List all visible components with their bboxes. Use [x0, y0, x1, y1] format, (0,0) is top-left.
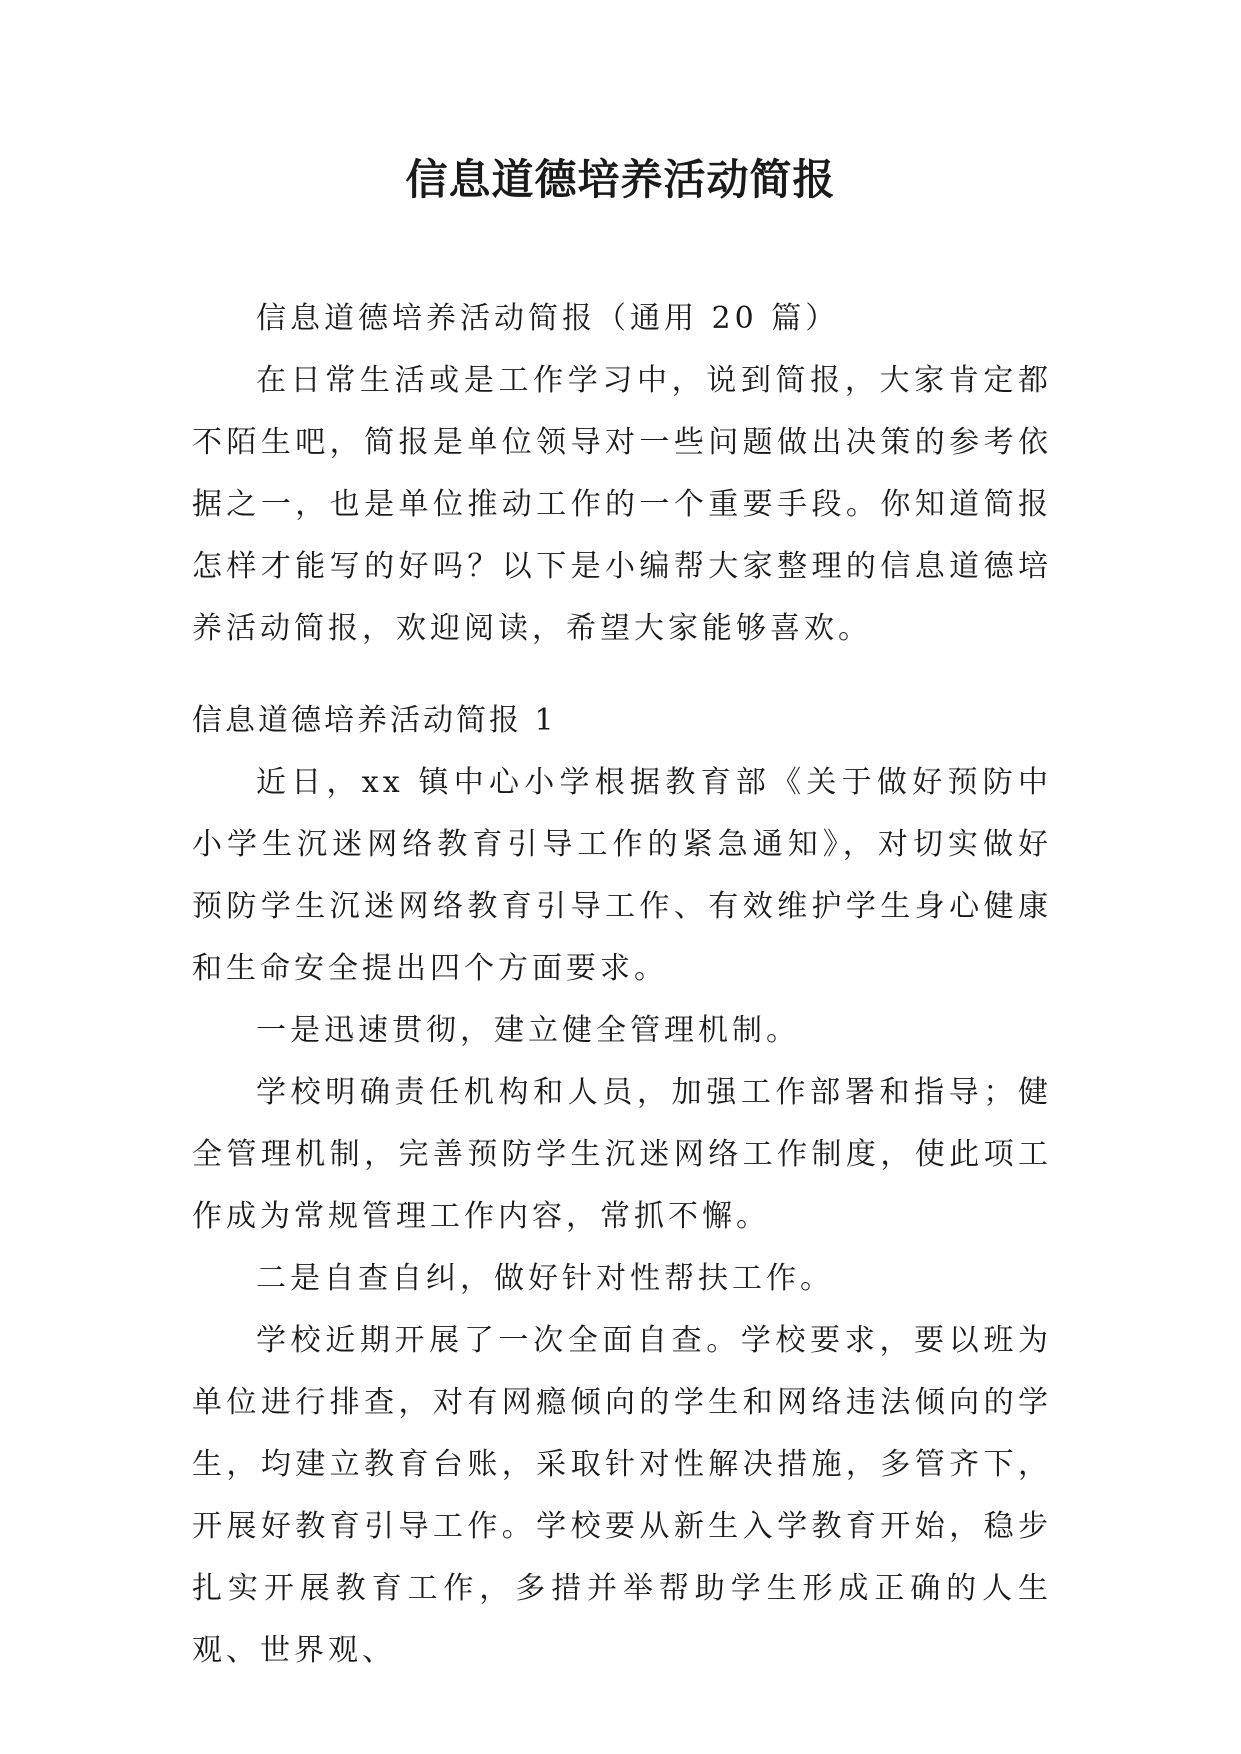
paragraph-2: 一是迅速贯彻，建立健全管理机制。: [256, 1013, 800, 1048]
paragraph-1: 近日，xx 镇中心小学根据教育部《关于做好预防中小学生沉迷网络教育引导工作的紧急通知》，对切实做好预防学生沉迷网络教育引导工作、有效维护学生身心健康和生命安全提出四个方面要求。: [192, 765, 1052, 986]
paragraph-3: 学校明确责任机构和人员，加强工作部署和指导；健全管理机制，完善预防学生沉迷网络工作制度，使此项工作成为常规管理工作内容，常抓不懈。: [192, 1075, 1052, 1234]
paragraph-5: 学校近期开展了一次全面自查。学校要求，要以班为单位进行排查，对有网瘾倾向的学生和网络违法倾向的学生，均建立教育台账，采取针对性解决措施，多管齐下，开展好教育引导工作。学校要从新生入学教育开始，稳步扎实开展教育工作，多措并举帮助学生形成正确的人生观、世界观、: [192, 1323, 1052, 1668]
section-1: [192, 690, 1052, 1682]
intro-block: [192, 350, 1052, 660]
section-heading: 信息道德培养活动简报 1: [192, 703, 557, 738]
document-title: 信息道德培养活动简报: [405, 155, 836, 204]
intro-paragraph: 在日常生活或是工作学习中，说到简报，大家肯定都不陌生吧，简报是单位领导对一些问题做出决策的参考依据之一，也是单位推动工作的一个重要手段。你知道简报怎样才能写的好吗？以下是小编帮大家整理的信息道德培养活动简报，欢迎阅读，希望大家能够喜欢。: [192, 363, 1052, 646]
paragraph-4: 二是自查自纠，做好针对性帮扶工作。: [256, 1261, 834, 1296]
document-subtitle-block: [192, 288, 1052, 350]
document-subtitle: 信息道德培养活动简报（通用 20 篇）: [256, 301, 840, 336]
